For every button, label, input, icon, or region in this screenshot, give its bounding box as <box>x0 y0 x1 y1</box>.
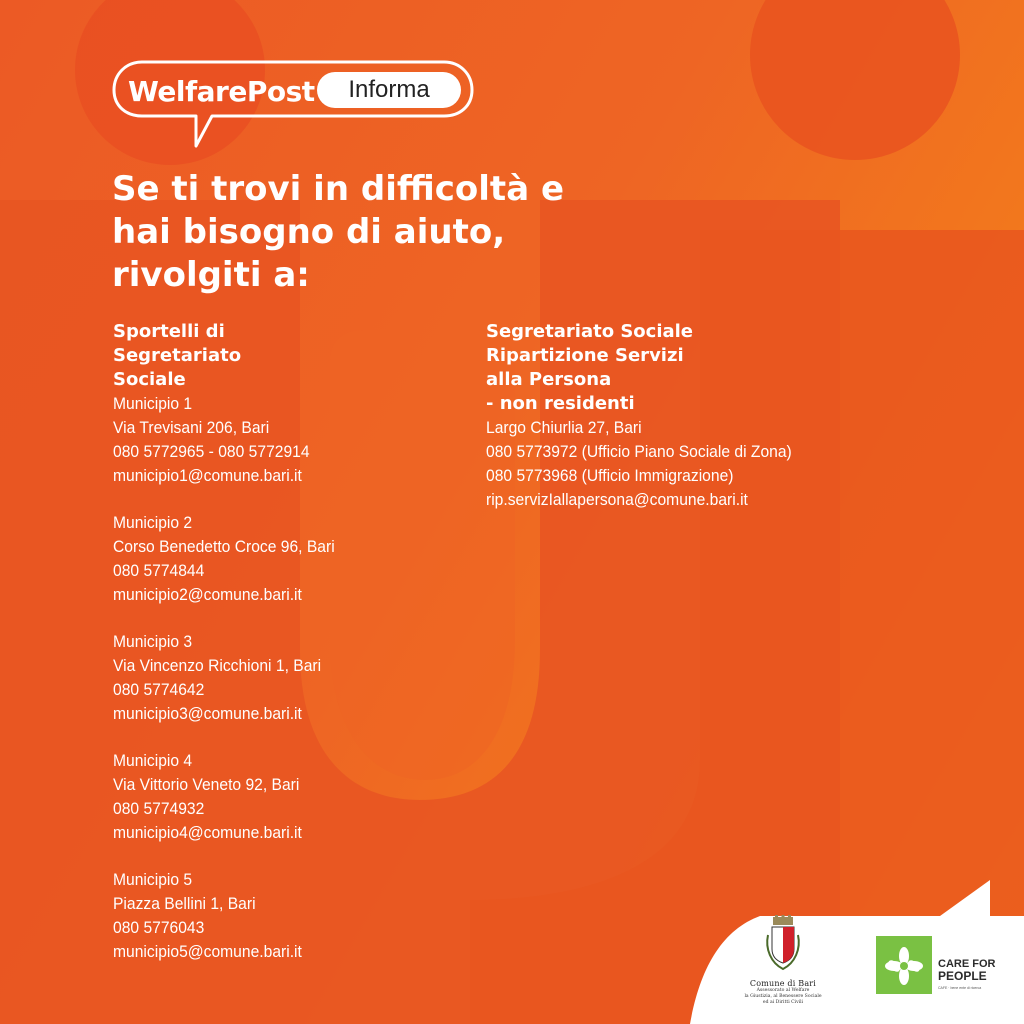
title-line: Sociale <box>113 369 186 390</box>
municipio-address: Piazza Bellini 1, Bari <box>113 894 256 913</box>
comune-di-bari-logo <box>728 915 838 1006</box>
subtitle-line: ed ai Diritti Civili <box>762 1000 804 1005</box>
title-line: Segretariato <box>113 345 242 366</box>
comune-di-bari-name: Comune di Bari <box>749 979 817 988</box>
municipio-phone: 080 5772965 - 080 5772914 <box>113 442 310 461</box>
subtitle-line: la Giustizia, al Benessere Sociale <box>744 994 822 999</box>
municipio-name: Municipio 4 <box>113 751 193 770</box>
title-line: alla Persona <box>486 369 612 390</box>
flower-icon <box>876 936 932 994</box>
office-email: rip.servizIallapersona@comune.bari.it <box>486 490 748 509</box>
bari-coat-of-arms-icon <box>763 915 803 973</box>
title-line: Segretariato Sociale <box>486 321 694 342</box>
welfarepost-logo: WelfarePost <box>128 75 315 108</box>
informa-tag: Informa <box>317 72 461 108</box>
municipio-address: Via Vittorio Veneto 92, Bari <box>113 775 300 794</box>
municipio-phone: 080 5774642 <box>113 680 205 699</box>
municipio-phone: 080 5774932 <box>113 799 205 818</box>
municipio-name: Municipio 1 <box>113 394 193 413</box>
municipio-name: Municipio 3 <box>113 632 193 651</box>
municipio-address: Via Vincenzo Ricchioni 1, Bari <box>113 656 322 675</box>
office-phone-immigrazione: 080 5773968 (Ufficio Immigrazione) <box>486 466 734 485</box>
municipio-phone: 080 5776043 <box>113 918 205 937</box>
headline-line: Se ti trovi in difficoltà e <box>112 169 565 209</box>
office-address: Largo Chiurlia 27, Bari <box>486 418 642 437</box>
care-for-people-wordmark <box>938 958 995 982</box>
municipio-email: municipio2@comune.bari.it <box>113 585 302 604</box>
care-for-people-tagline: CAFE · bene ente di ricerca <box>938 986 982 990</box>
headline-line: hai bisogno di aiuto, <box>112 212 506 252</box>
municipio-phone: 080 5774844 <box>113 561 205 580</box>
municipio-name: Municipio 2 <box>113 513 193 532</box>
municipio-address: Corso Benedetto Croce 96, Bari <box>113 537 335 556</box>
wordmark-line: CARE FOR <box>938 958 996 970</box>
municipio-email: municipio3@comune.bari.it <box>113 704 302 723</box>
municipio-email: municipio1@comune.bari.it <box>113 466 302 485</box>
care-for-people-logo <box>876 936 1006 996</box>
title-line: - non residenti <box>486 393 635 414</box>
care-for-people-box <box>876 936 932 994</box>
municipio-email: municipio4@comune.bari.it <box>113 823 302 842</box>
headline-line: rivolgiti a: <box>112 255 310 295</box>
subtitle-line: Assessorato al Welfare <box>756 988 810 993</box>
municipio-email: municipio5@comune.bari.it <box>113 942 302 961</box>
title-line: Sportelli di <box>113 321 225 342</box>
municipio-name: Municipio 5 <box>113 870 193 889</box>
municipio-address: Via Trevisani 206, Bari <box>113 418 270 437</box>
office-phone-piano-sociale: 080 5773972 (Ufficio Piano Sociale di Zona) <box>486 442 792 461</box>
comune-di-bari-subtitle <box>728 988 838 1006</box>
title-line: Ripartizione Servizi <box>486 345 684 366</box>
wordmark-line: PEOPLE <box>938 969 987 983</box>
